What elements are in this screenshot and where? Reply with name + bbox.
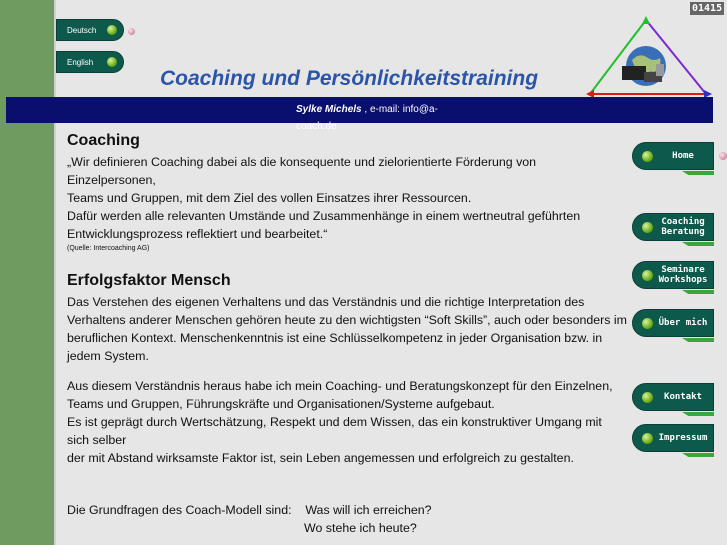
nav-label: Über mich <box>658 318 708 328</box>
question-2: Wo stehe ich heute? <box>304 521 417 535</box>
contact-separator: , <box>361 104 370 115</box>
nav-label: Impressum <box>658 433 708 443</box>
nav-kontakt-button[interactable] <box>632 383 714 411</box>
sidebar-edge <box>54 0 56 545</box>
nav-shadow <box>682 412 714 416</box>
nav-label: Kontakt <box>664 392 702 402</box>
nav-shadow <box>682 453 714 457</box>
green-dot-icon <box>642 392 653 403</box>
contact-line <box>296 101 440 132</box>
triangle-globe-logo <box>586 16 712 102</box>
mensch-paragraph-1: Das Verstehen des eigenen Verhaltens und das Verständnis und die richtige Interpretation des Verhaltens anderer Menschen gehören heute zu den wichtigsten “Soft Skills”, auch oder besonders im beruflichen Kontext. Menschenkenntnis ist eine Schlüsselkompetenz in jeder Organisation bzw. in jedem System. <box>67 295 627 363</box>
nav-shadow <box>682 290 714 294</box>
lang-button-english[interactable] <box>56 51 124 73</box>
mensch-paragraph-2-line-2: Teams und Gruppen, Führungskräfte und Organisationen/Systeme aufgebaut. <box>67 397 495 411</box>
coaching-line-3: Dafür werden alle relevanten Umstände und Zusammenhänge in einem wertneutral geführten Entwicklungsprozess reflektiert und bearbeitet.“ <box>67 209 581 241</box>
left-sidebar-stripe <box>0 0 54 545</box>
nav-shadow <box>682 171 714 175</box>
lang-label: Deutsch <box>67 25 97 35</box>
nav-shadow <box>682 242 714 246</box>
coaching-heading: Coaching <box>67 132 140 149</box>
nav-ueber-mich-button[interactable] <box>632 309 714 337</box>
green-dot-icon <box>642 433 653 444</box>
coaching-source: (Quelle: Intercoaching AG) <box>67 245 150 252</box>
nav-impressum-button[interactable] <box>632 424 714 452</box>
question-1: Was will ich erreichen? <box>305 503 432 517</box>
contact-name: Sylke Michels <box>296 104 362 115</box>
email-label: e-mail: <box>369 104 403 115</box>
mensch-paragraph-2-line-4: der mit Abstand wirksamste Faktor ist, sein Leben angemessen und erfolgreich zu gestalten. <box>67 451 574 465</box>
questions-line-2 <box>67 519 627 537</box>
nav-label-line-2: Workshops <box>658 275 708 285</box>
email-link[interactable]: info@a-coach.de <box>296 104 438 132</box>
page-title: Coaching und Persönlichkeitstraining <box>160 67 539 90</box>
mensch-paragraph-2-line-3: Es ist geprägt durch Wertschätzung, Respekt und dem Wissen, das ein konstruktiver Umgang mit sich selber <box>67 415 602 447</box>
main-content <box>67 131 627 537</box>
questions-line <box>67 501 627 519</box>
coaching-line-2: Teams und Gruppen, mit dem Ziel des vollen Einsatzes ihrer Ressourcen. <box>67 191 472 205</box>
nav-coaching-beratung-button[interactable] <box>632 213 714 241</box>
nav-label-line-1: Seminare <box>661 265 705 275</box>
questions-intro: Die Grundfragen des Coach-Modell sind: <box>67 503 292 517</box>
visitor-counter: 01415 <box>692 3 723 14</box>
green-dot-icon <box>107 57 117 67</box>
coaching-line-1: „Wir definieren Coaching dabei als die konsequente und zielorientierte Förderung von Einzelpersonen, <box>67 155 537 187</box>
nav-shadow <box>682 338 714 342</box>
nav-label: Home <box>672 151 694 161</box>
nav-home-button[interactable] <box>632 142 714 170</box>
lang-label: English <box>67 57 94 67</box>
green-dot-icon <box>642 270 653 281</box>
green-dot-icon <box>642 151 653 162</box>
nav-seminare-workshops-button[interactable] <box>632 261 714 289</box>
nav-label-line-2: Beratung <box>661 227 705 237</box>
mensch-paragraph-2-line-1: Aus diesem Verständnis heraus habe ich mein Coaching- und Beratungskonzept für den Einzelnen, <box>67 379 613 393</box>
mensch-heading: Erfolgsfaktor Mensch <box>67 272 231 289</box>
green-dot-icon <box>642 318 653 329</box>
lang-button-deutsch[interactable] <box>56 19 124 41</box>
green-dot-icon <box>642 222 653 233</box>
pink-dot-icon <box>128 28 135 35</box>
nav-label-line-1: Coaching <box>661 217 705 227</box>
pink-dot-icon <box>719 152 727 160</box>
green-dot-icon <box>107 25 117 35</box>
